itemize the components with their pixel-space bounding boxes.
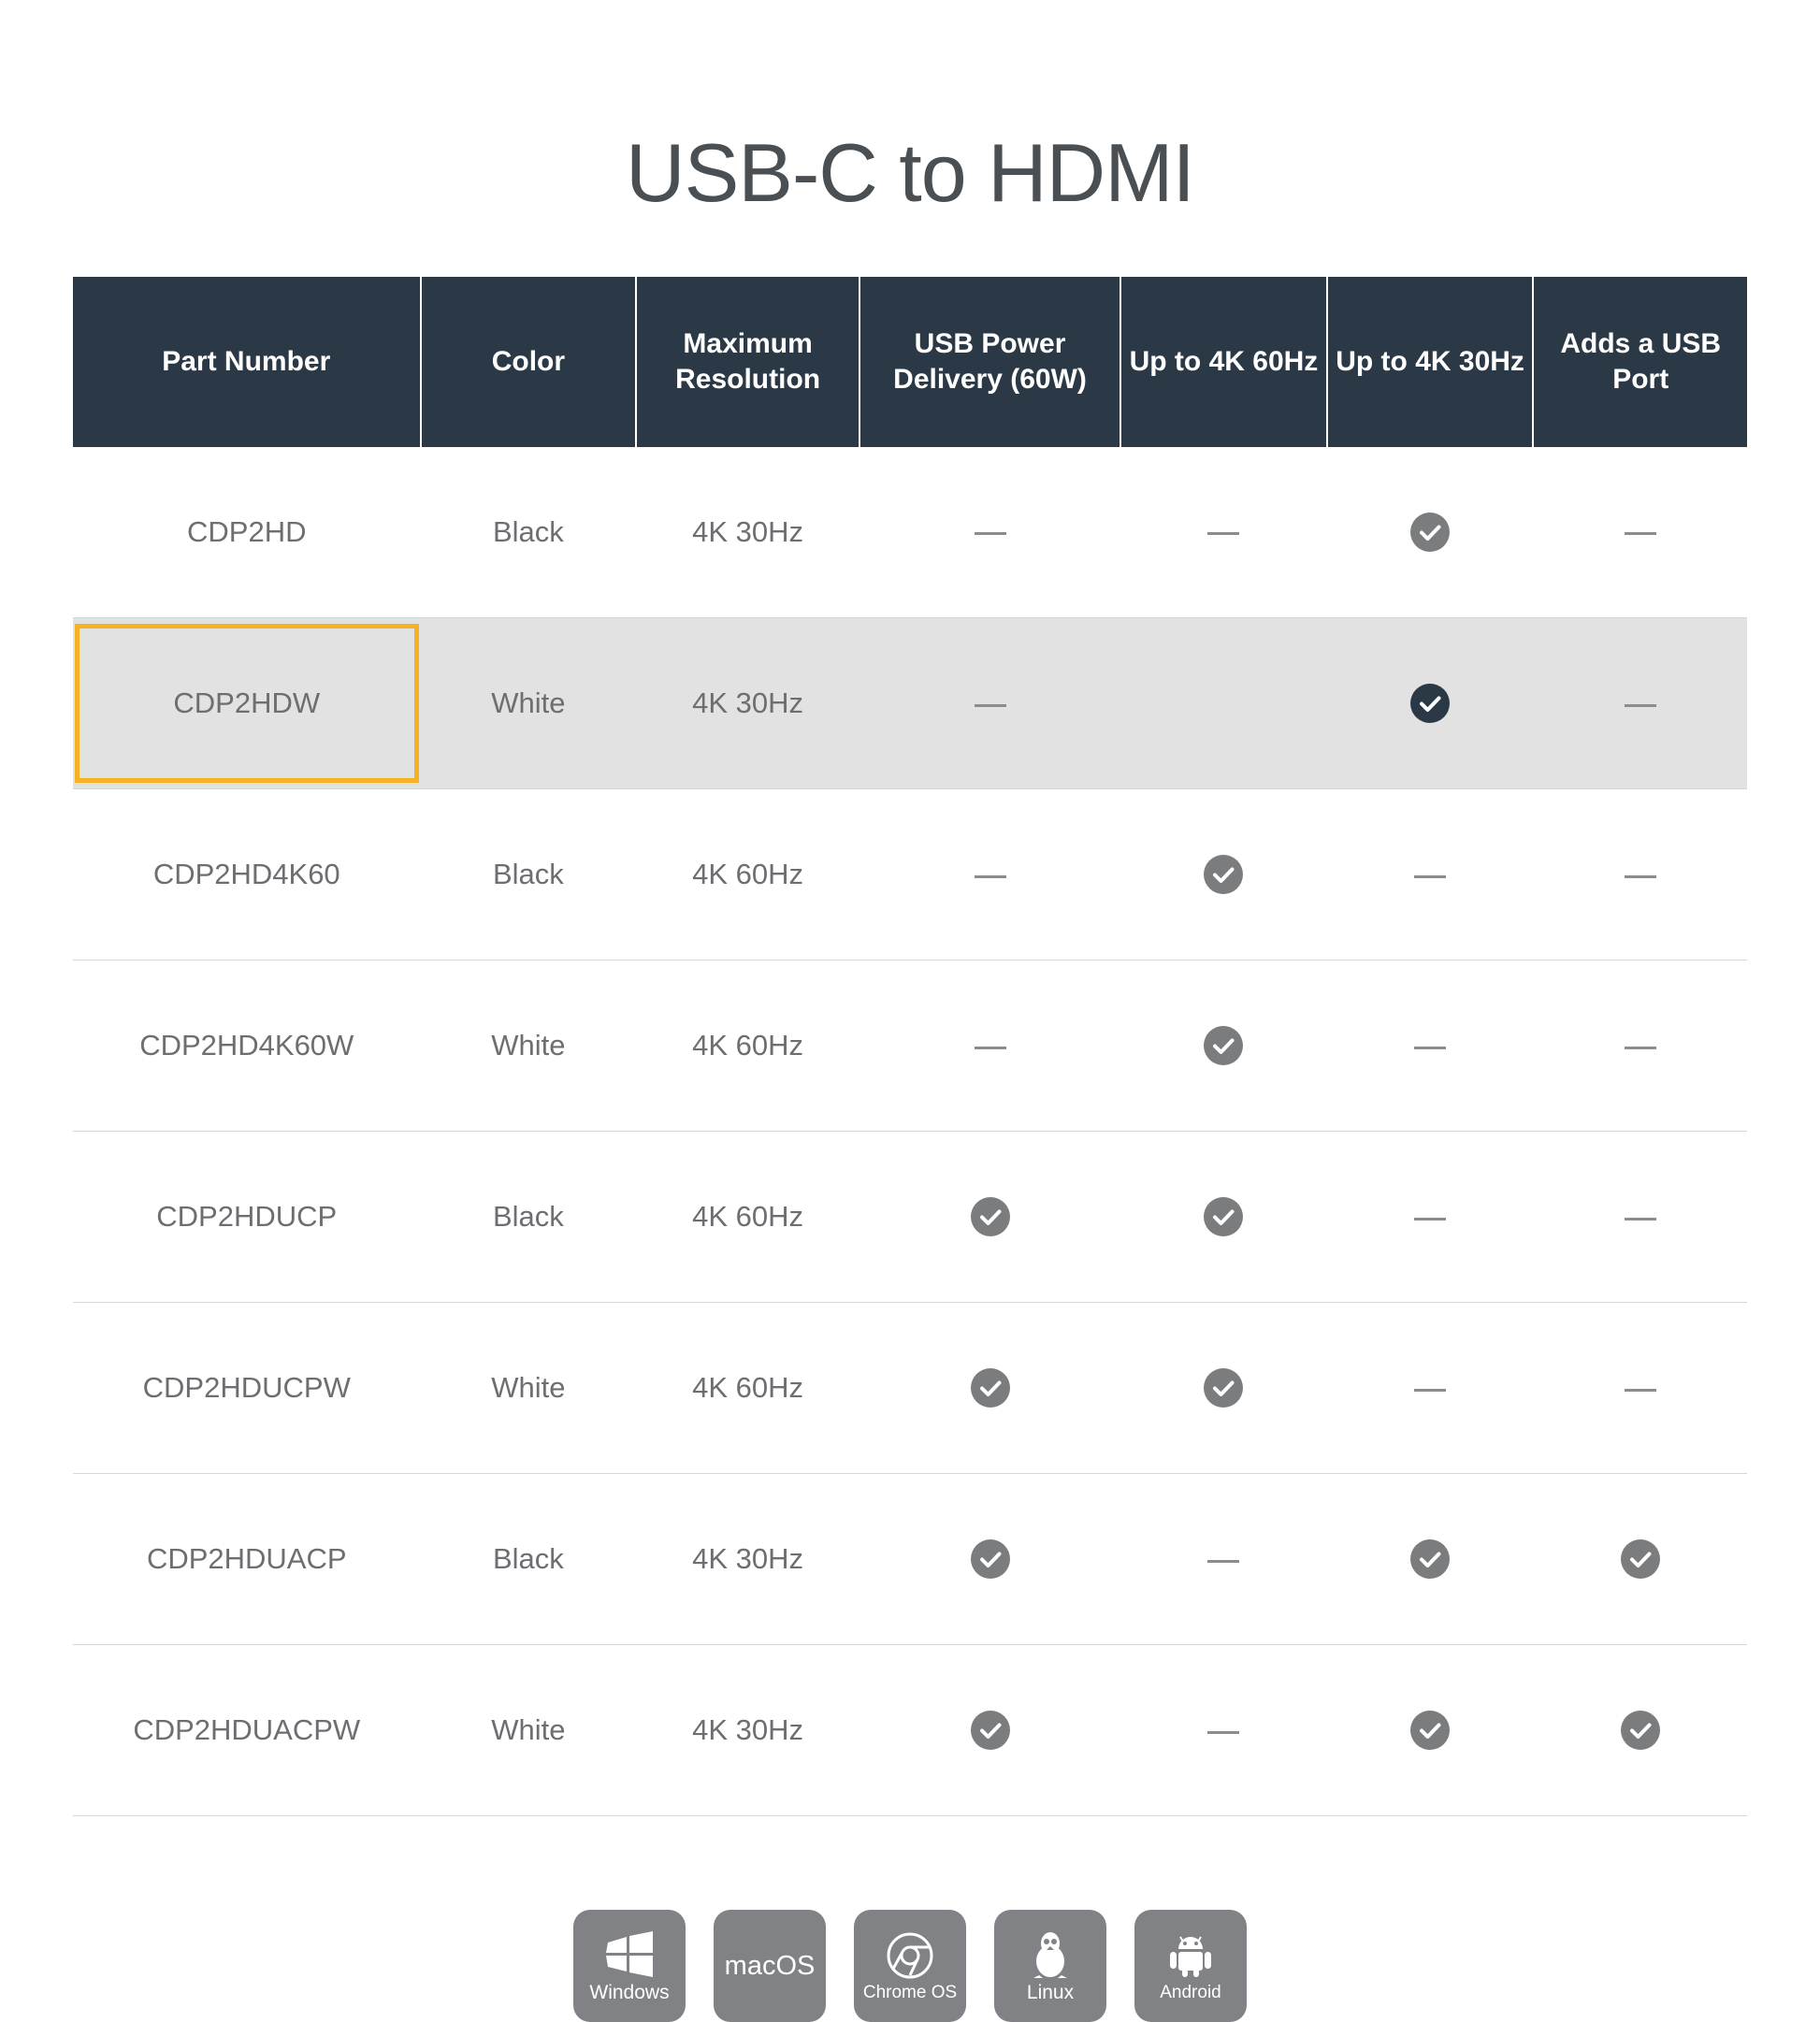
cell-part-number — [73, 960, 421, 1132]
dash-icon — [1207, 532, 1239, 535]
part-number-label: CDP2HDUACPW — [133, 1713, 361, 1747]
os-label-linux: Linux — [1026, 1981, 1075, 2003]
check-icon — [1410, 513, 1450, 552]
cell-adds-a-usb-port — [1533, 447, 1747, 618]
table-row — [73, 1132, 1747, 1303]
cell-up-to-4k-30hz — [1327, 618, 1534, 789]
dash-icon — [975, 1047, 1006, 1049]
cell-part-number — [73, 1303, 421, 1474]
cell-color: Black — [421, 447, 637, 618]
cell-color: Black — [421, 1132, 637, 1303]
dash-icon — [1414, 1218, 1446, 1220]
cell-up-to-4k-60hz — [1120, 447, 1327, 618]
table-header-row — [73, 277, 1747, 447]
cell-part-number — [73, 447, 421, 618]
part-number-label: CDP2HDUACP — [146, 1542, 347, 1576]
cell-adds-a-usb-port — [1533, 1645, 1747, 1816]
os-badge-windows — [573, 1910, 686, 2022]
cell-maximum-resolution: 4K 30Hz — [636, 447, 859, 618]
cell-usb-power-delivery — [859, 1303, 1120, 1474]
dash-icon — [975, 704, 1006, 707]
cell-up-to-4k-30hz — [1327, 1303, 1534, 1474]
column-header-adds-a-usb-port: Adds a USB Port — [1533, 277, 1747, 447]
check-icon — [1410, 684, 1450, 723]
check-icon — [1204, 855, 1243, 894]
cell-up-to-4k-60hz — [1120, 1474, 1327, 1645]
cell-up-to-4k-60hz — [1120, 1645, 1327, 1816]
os-label-android: Android — [1160, 1982, 1221, 2002]
cell-up-to-4k-60hz — [1120, 789, 1327, 960]
column-header-color: Color — [421, 277, 637, 447]
cell-adds-a-usb-port — [1533, 1303, 1747, 1474]
dash-icon — [1414, 875, 1446, 878]
dash-icon — [975, 875, 1006, 878]
os-badge-chrome-os — [854, 1910, 966, 2022]
dash-icon — [1414, 1047, 1446, 1049]
cell-up-to-4k-30hz — [1327, 960, 1534, 1132]
os-label-chrome-os: Chrome OS — [862, 1982, 958, 2002]
part-number-label: CDP2HD4K60W — [139, 1029, 354, 1062]
column-header-maximum-resolution: Maximum Resolution — [636, 277, 859, 447]
cell-part-number — [73, 1645, 421, 1816]
column-header-up-to-4k-30hz: Up to 4K 30Hz — [1327, 277, 1534, 447]
part-number-label: CDP2HDUCP — [156, 1200, 338, 1234]
os-badge-android — [1134, 1910, 1247, 2022]
table-row — [73, 1474, 1747, 1645]
table-header — [73, 277, 1747, 447]
dash-icon — [1625, 1389, 1656, 1392]
check-icon — [1621, 1539, 1660, 1579]
table-row — [73, 960, 1747, 1132]
cell-part-number — [73, 1474, 421, 1645]
check-icon — [1204, 1368, 1243, 1408]
cell-adds-a-usb-port — [1533, 789, 1747, 960]
cell-usb-power-delivery — [859, 789, 1120, 960]
cell-maximum-resolution: 4K 30Hz — [636, 1474, 859, 1645]
table-row — [73, 618, 1747, 789]
cell-color: Black — [421, 1474, 637, 1645]
os-badge-linux — [994, 1910, 1106, 2022]
table-row — [73, 447, 1747, 618]
comparison-table — [73, 277, 1747, 1817]
cell-usb-power-delivery — [859, 960, 1120, 1132]
linux-icon — [1030, 1930, 1071, 1979]
cell-up-to-4k-60hz — [1120, 960, 1327, 1132]
cell-color: White — [421, 1303, 637, 1474]
cell-up-to-4k-30hz — [1327, 447, 1534, 618]
check-icon — [1204, 1026, 1243, 1065]
part-number-label: CDP2HD4K60 — [152, 858, 340, 891]
comparison-table-container — [73, 277, 1747, 1817]
dash-icon — [1625, 1047, 1656, 1049]
page-title: USB-C to HDMI — [626, 125, 1194, 219]
os-support-row — [0, 1910, 1820, 2022]
cell-up-to-4k-30hz — [1327, 1474, 1534, 1645]
table-row — [73, 789, 1747, 960]
cell-usb-power-delivery — [859, 1645, 1120, 1816]
dash-icon — [1625, 704, 1656, 707]
cell-color: White — [421, 1645, 637, 1816]
cell-usb-power-delivery — [859, 618, 1120, 789]
cell-maximum-resolution: 4K 60Hz — [636, 1132, 859, 1303]
chrome-os-icon — [887, 1931, 933, 1980]
cell-part-number — [73, 789, 421, 960]
cell-adds-a-usb-port — [1533, 1474, 1747, 1645]
os-label-macos: macOS — [724, 1950, 816, 1981]
os-badge-macos — [714, 1910, 826, 2022]
dash-icon — [1207, 1560, 1239, 1563]
table-row — [73, 1303, 1747, 1474]
dash-icon — [975, 532, 1006, 535]
cell-adds-a-usb-port — [1533, 1132, 1747, 1303]
cell-maximum-resolution: 4K 60Hz — [636, 960, 859, 1132]
os-label-windows: Windows — [589, 1981, 670, 2003]
cell-usb-power-delivery — [859, 447, 1120, 618]
cell-up-to-4k-60hz — [1120, 618, 1327, 789]
check-icon — [1410, 1539, 1450, 1579]
cell-usb-power-delivery — [859, 1474, 1120, 1645]
cell-up-to-4k-60hz — [1120, 1132, 1327, 1303]
cell-adds-a-usb-port — [1533, 960, 1747, 1132]
table-row — [73, 1645, 1747, 1816]
cell-maximum-resolution: 4K 30Hz — [636, 1645, 859, 1816]
cell-maximum-resolution: 4K 60Hz — [636, 789, 859, 960]
dash-icon — [1625, 532, 1656, 535]
dash-icon — [1414, 1389, 1446, 1392]
part-number-label: CDP2HDW — [173, 686, 321, 720]
cell-adds-a-usb-port — [1533, 618, 1747, 789]
column-header-up-to-4k-60hz: Up to 4K 60Hz — [1120, 277, 1327, 447]
part-number-label: CDP2HD — [187, 515, 307, 548]
check-icon — [971, 1711, 1010, 1750]
check-icon — [971, 1368, 1010, 1408]
android-icon — [1167, 1931, 1214, 1980]
cell-up-to-4k-30hz — [1327, 1645, 1534, 1816]
check-icon — [971, 1197, 1010, 1236]
product-comparison-page — [0, 55, 1820, 2003]
cell-color: Black — [421, 789, 637, 960]
column-header-part-number: Part Number — [73, 277, 421, 447]
check-icon — [1410, 1711, 1450, 1750]
cell-part-number — [73, 618, 421, 789]
cell-up-to-4k-60hz — [1120, 1303, 1327, 1474]
check-icon — [1621, 1711, 1660, 1750]
cell-up-to-4k-30hz — [1327, 1132, 1534, 1303]
check-icon — [1204, 1197, 1243, 1236]
windows-icon — [604, 1930, 655, 1979]
dash-icon — [1625, 1218, 1656, 1220]
cell-part-number — [73, 1132, 421, 1303]
part-number-label: CDP2HDUCPW — [142, 1371, 351, 1405]
dash-icon — [1625, 875, 1656, 878]
check-icon — [971, 1539, 1010, 1579]
cell-maximum-resolution: 4K 30Hz — [636, 618, 859, 789]
table-body — [73, 447, 1747, 1816]
cell-color: White — [421, 960, 637, 1132]
cell-usb-power-delivery — [859, 1132, 1120, 1303]
column-header-usb-power-delivery: USB Power Delivery (60W) — [859, 277, 1120, 447]
dash-icon — [1207, 1731, 1239, 1734]
cell-color: White — [421, 618, 637, 789]
cell-maximum-resolution: 4K 60Hz — [636, 1303, 859, 1474]
cell-up-to-4k-30hz — [1327, 789, 1534, 960]
